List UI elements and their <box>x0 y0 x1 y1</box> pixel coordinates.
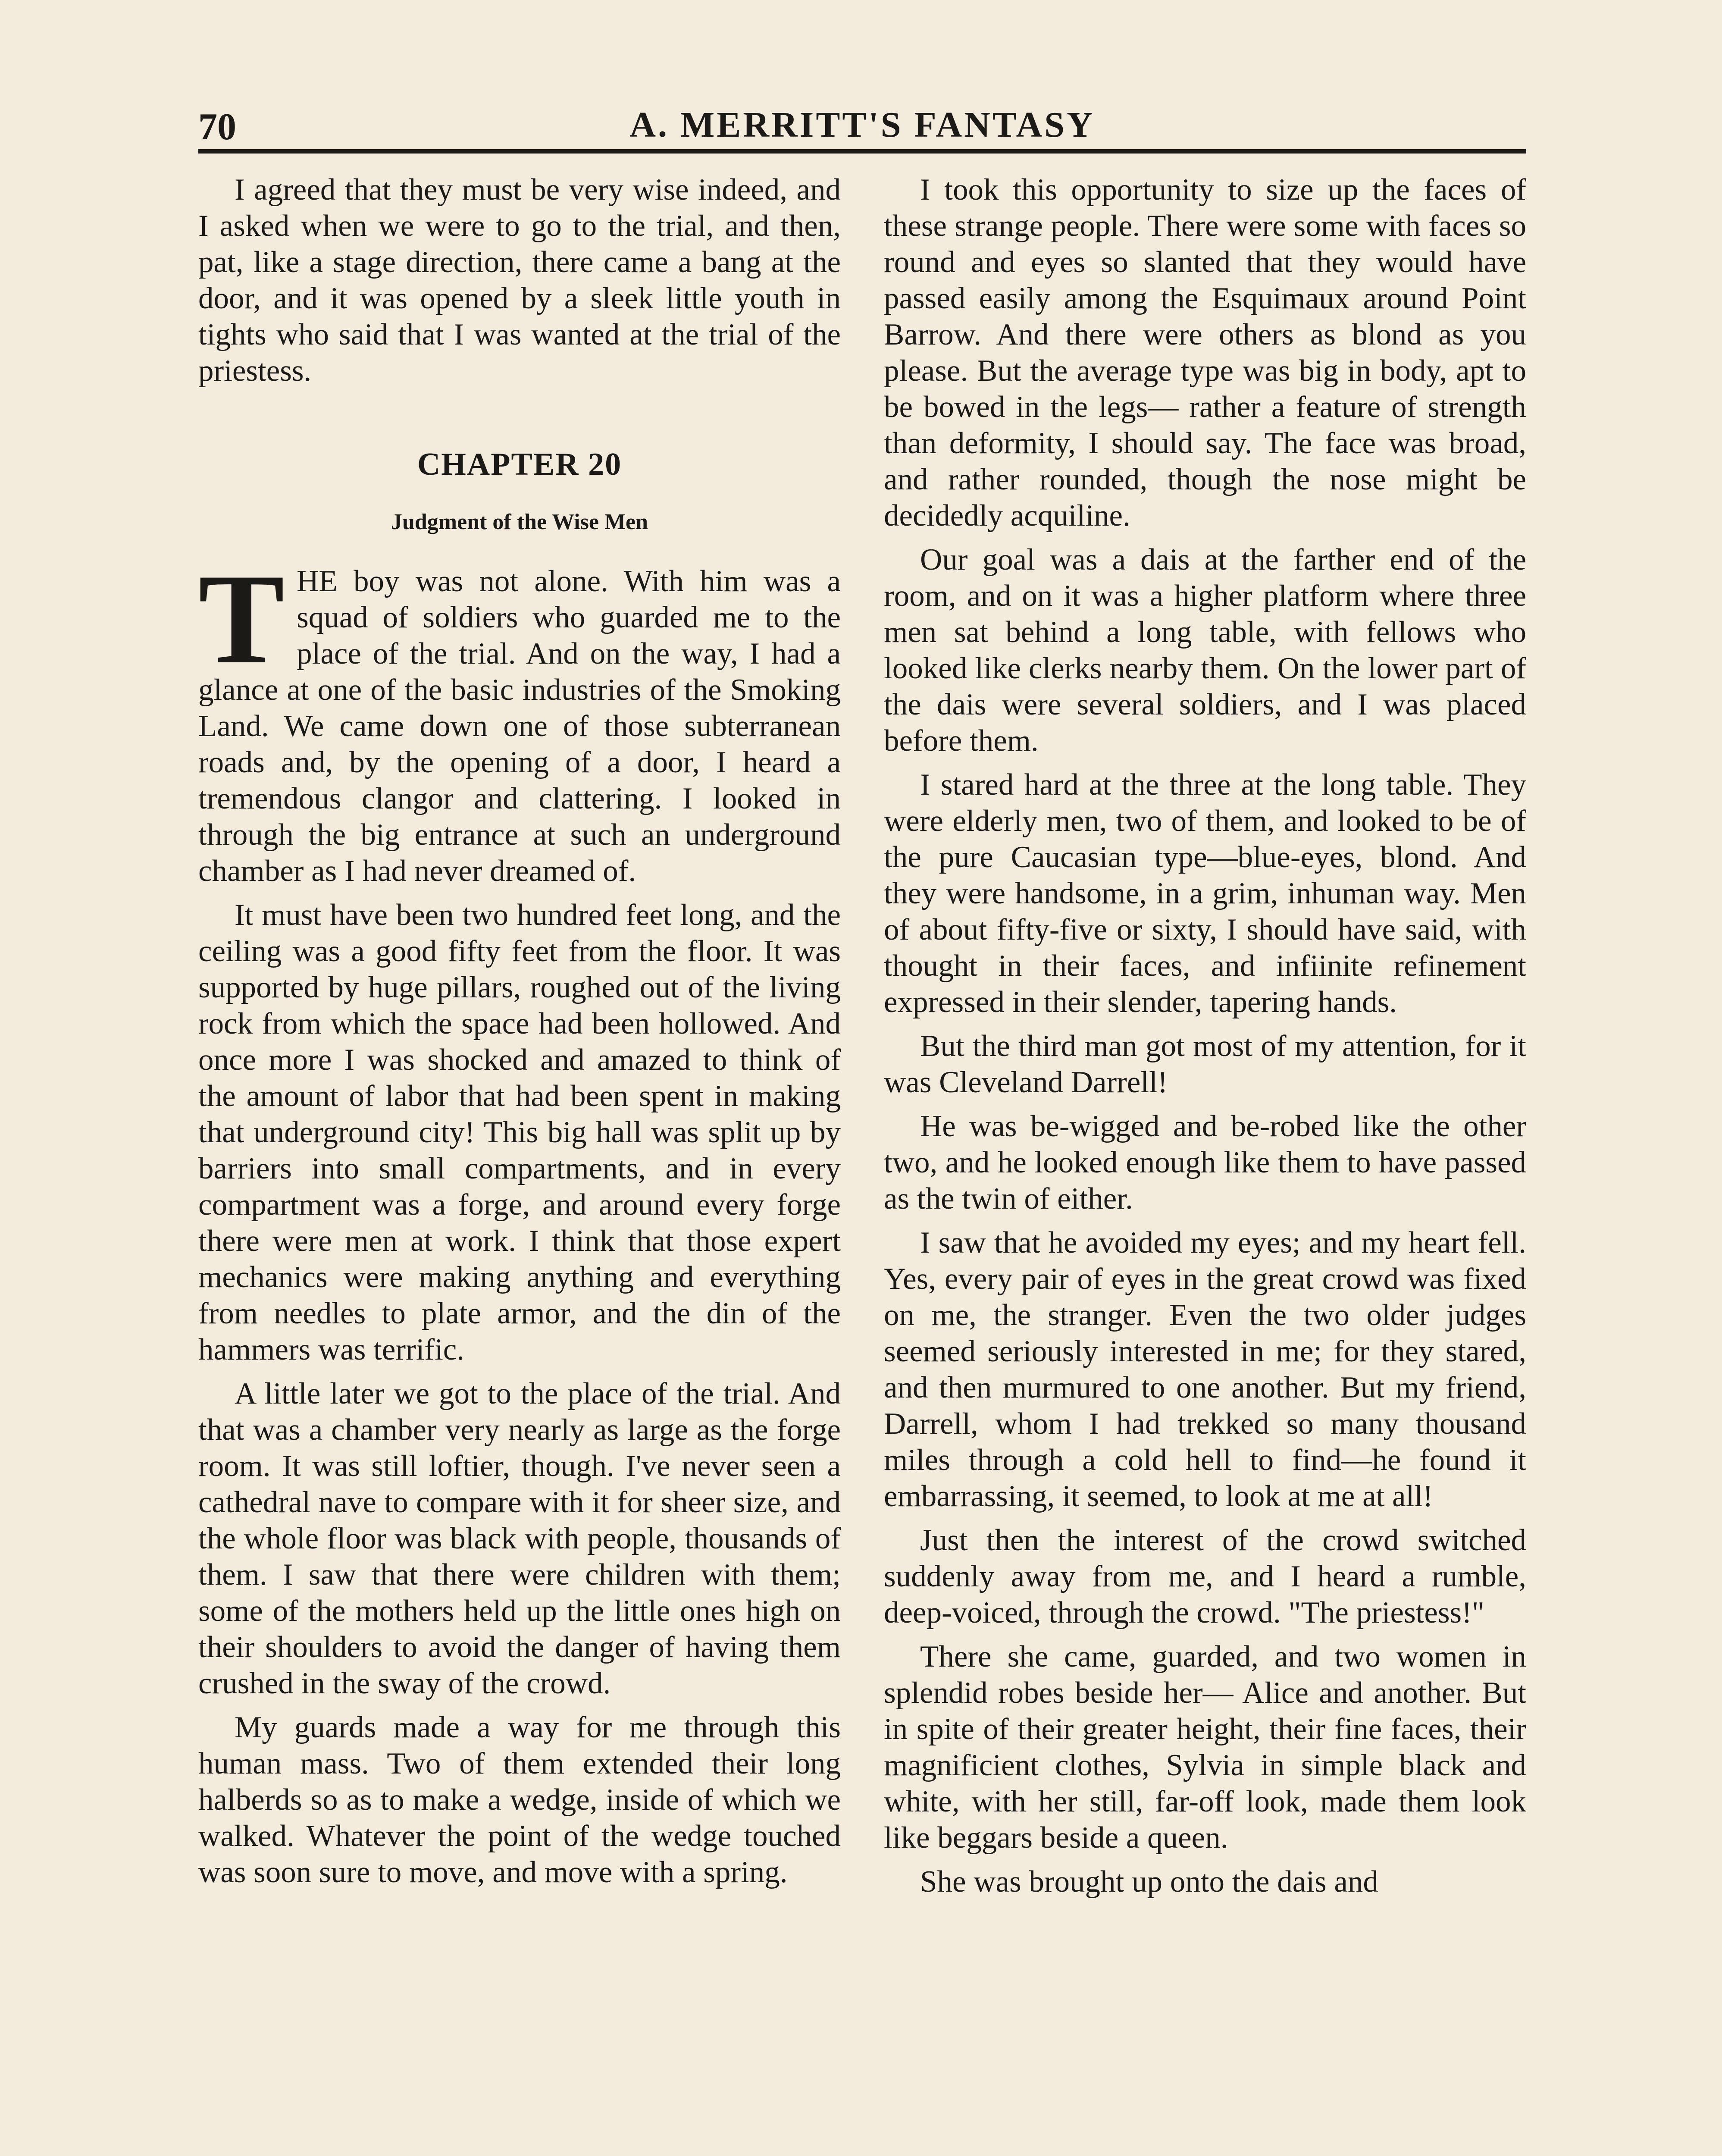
drop-cap: T <box>198 547 285 690</box>
page-header <box>198 103 1526 155</box>
paragraph: He was be-wigged and be-robed like the other two, and he looked enough like them to have passed as the twin of either. <box>884 1109 1526 1216</box>
paragraph: My guards made a way for me through this human mass. Two of them extended their long halberds so as to make a wedge, inside of which we walked. Whatever the point of the wedge touched was soon sure to move, and move with a spring. <box>198 1711 841 1889</box>
paragraph: I agreed that they must be very wise indeed, and I asked when we were to go to the trial, and then, pat, like a stage direction, there came a bang at the door, and it was opened by a sleek little youth in tights who said that I was wanted at the trial of the priestess. <box>198 173 841 388</box>
paragraph: She was brought up onto the dais and <box>920 1865 1378 1899</box>
chapter-subtitle: Judgment of the Wise Men <box>391 510 648 534</box>
running-title: A. MERRITT'S FANTASY <box>629 105 1095 145</box>
paragraph: I took this opportunity to size up the faces of these strange people. There were some with faces so round and eyes so slanted that they would have passed easily among the Esquimaux around Point Barrow. And there were others as blond as you please. But the average type was big in body, apt to be bowed in the legs— rather a feature of strength than deformity, I should say. The face was broad, and rather rounded, though the nose might be decidedly acquiline. <box>884 173 1526 533</box>
right-column <box>884 172 1526 1908</box>
page-number: 70 <box>198 106 236 148</box>
paragraph: But the third man got most of my attention, for it was Cleveland Darrell! <box>884 1029 1526 1099</box>
paragraph: Our goal was a dais at the farther end of the room, and on it was a higher platform where three men sat behind a long table, with fellows who looked like clerks nearby them. On the lower part of the dais were several soldiers, and I was placed before them. <box>884 543 1526 758</box>
header-rule <box>198 149 1526 154</box>
opening-paragraph <box>198 547 841 889</box>
left-column <box>198 172 841 1898</box>
paragraph: I stared hard at the three at the long table. They were elderly men, two of them, and looked to be of the pure Caucasian type—blue-eyes, blond. And they were handsome, in a grim, inhuman way. Men of about fifty-five or sixty, I should have said, with thought in their faces, and infiinite refinement expressed in their slender, tapering hands. <box>884 768 1526 1019</box>
paragraph: A little later we got to the place of the trial. And that was a chamber very nearly as large as the forge room. It was still loftier, though. I've never seen a cathedral nave to compare with it for sheer size, and the whole floor was black with people, thousands of them. I saw that there were children with them; some of the mothers held up the little ones high on their shoulders to avoid the danger of having them crushed in the sway of the crowd. <box>198 1377 841 1700</box>
opening-paragraph-text: HE boy was not alone. With him was a squad of soldiers who guarded me to the place of the trial. And on the way, I had a glance at one of the basic industries of the Smoking Land. We came down one of those subterranean roads and, by the opening of a door, I heard a tremendous clangor and clattering. I looked in through the big entrance at such an underground chamber as I had never dreamed of. <box>198 564 841 888</box>
paragraph: I saw that he avoided my eyes; and my heart fell. Yes, every pair of eyes in the great crowd was fixed on me, the stranger. Even the two older judges seemed seriously interested in me; for they stared, and then murmured to one another. But my friend, Darrell, whom I had trekked so many thousand miles through a cold hell to find—he found it embarrassing, it seemed, to look at me at all! <box>884 1226 1526 1513</box>
chapter-title: CHAPTER 20 <box>417 447 622 482</box>
paragraph: It must have been two hundred feet long, and the ceiling was a good fifty feet from the floor. It was supported by huge pillars, roughed out of the living rock from which the space had been hollowed. And once more I was shocked and amazed to think of the amount of labor that had been spent in making that underground city! This big hall was split up by barriers into small compartments, and in every compartment was a forge, and around every forge there were men at work. I think that those expert mechanics were making anything and everything from needles to plate armor, and the din of the hammers was terrific. <box>198 898 841 1366</box>
paragraph: There she came, guarded, and two women in splendid robes beside her— Alice and another. But in spite of their greater height, their fine faces, their magnificient clothes, Sylvia in simple black and white, with her still, far-off look, made them look like beggars beside a queen. <box>884 1640 1526 1855</box>
paragraph: Just then the interest of the crowd switched suddenly away from me, and I heard a rumble, deep-voiced, through the crowd. "The priestess!" <box>884 1523 1526 1630</box>
